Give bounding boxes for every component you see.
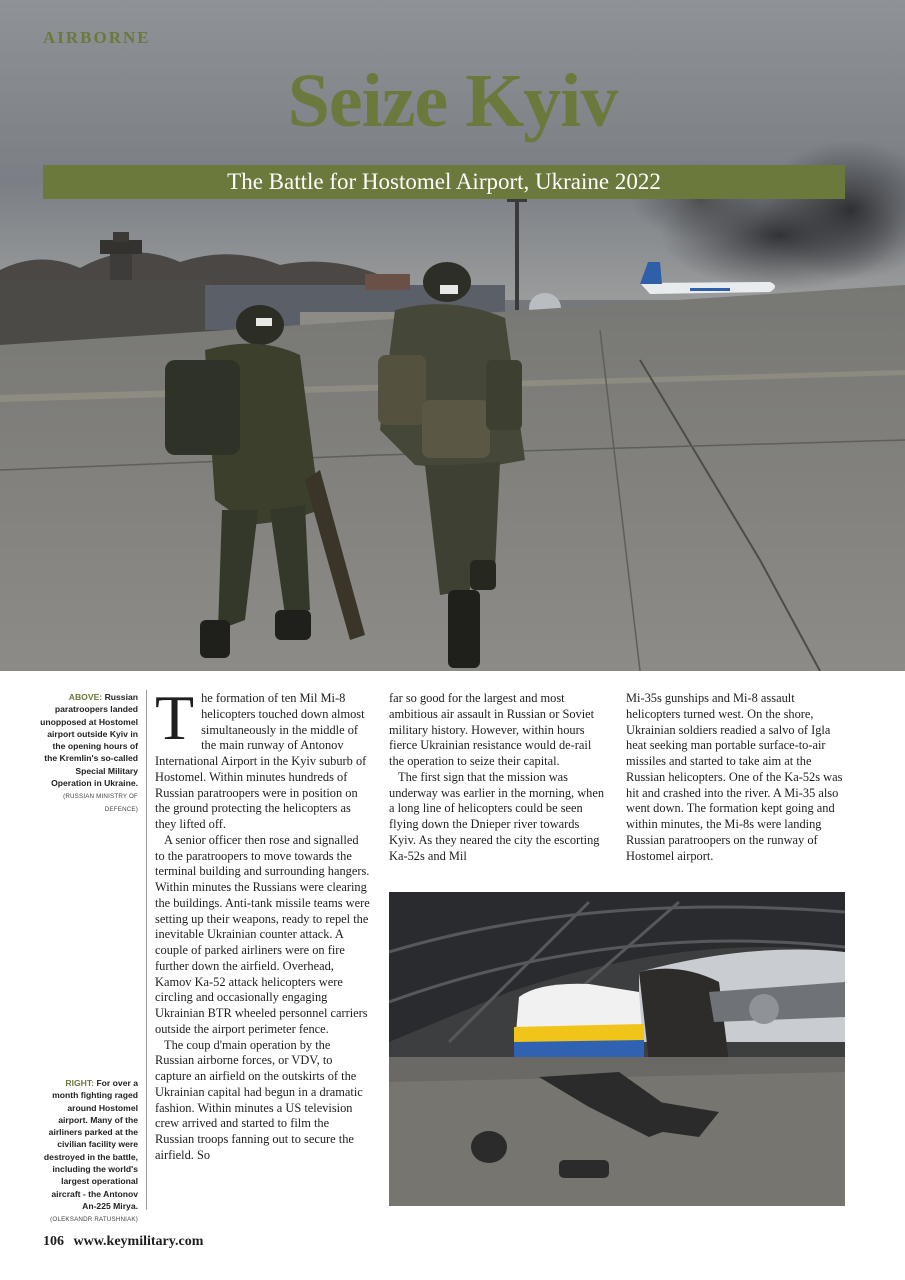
article-column-1: [155, 682, 371, 1164]
article-paragraph-2: A senior officer then rose and signalled to the paratroopers to move towards the terminal building and surrounding hangers. Within minutes the Russians were clearing the buildings. Anti-tank missile teams were setting up their weapons, ready to repel the inevitable Ukrainian counter attack. A couple of parked airliners were on fire further down the airfield. Overhead, Kamov Ka-52 attack helicopters were circling and occasionally engaging Ukrainian BTR wheeled personnel carriers outside the airport perimeter fence.: [155, 832, 370, 1036]
hangar-photo: [389, 892, 845, 1206]
caption-right-credit: (OLEKSANDR RATUSHNIAK): [50, 1216, 138, 1224]
drop-cap: T: [155, 682, 195, 753]
page-footer: [43, 1234, 203, 1250]
caption-above-credit: (RUSSIAN MINISTRY OF DEFENCE): [63, 793, 138, 813]
article-paragraph-1: he formation of ten Mil Mi-8 helicopters touched down almost simultaneously in the middle of the main runway of Antonov International Airport in the Kyiv suburb of Hostomel. Within minutes hundreds of Russian paratroopers were in position on the ground protecting the helicopters as they lifted off.: [155, 691, 367, 831]
article-column-2: [389, 691, 605, 864]
caption-right-text: For over a month fighting raged around Hostomel airport. Many of the airliners parked at the civilian facility were destroyed in the battle, including the world's largest operational aircraft - the Antonov An-225 Mirya.: [43, 1078, 138, 1211]
article-paragraph-5: The first sign that the mission was underway was earlier in the morning, when a long line of helicopters could be seen flying down the Dnieper river towards Kyiv. As they neared the city the escorting Ka-52s and Mil: [389, 769, 605, 863]
caption-above-text: Russian paratroopers landed unopposed at Hostomel airport outside Kyiv in the opening hours of the Kremlin's so-called Special Military Operation in Ukraine.: [40, 692, 138, 789]
page-number: 106: [43, 1234, 64, 1249]
caption-above-lead: ABOVE:: [68, 692, 103, 702]
caption-divider: [146, 690, 147, 1210]
page-title: Seize Kyiv: [287, 59, 618, 143]
subtitle-text: The Battle for Hostomel Airport, Ukraine 2022: [227, 169, 661, 194]
subtitle-banner: [43, 165, 845, 199]
caption-right: [40, 1077, 138, 1227]
footer-website: www.keymilitary.com: [73, 1234, 204, 1249]
article-column-3: [626, 691, 845, 864]
hangar-photo-illustration: [389, 892, 845, 1206]
caption-above: [40, 691, 138, 816]
article-paragraph-4: far so good for the largest and most ambitious air assault in Russian or Soviet military history. However, within hours fierce Ukrainian resistance would de-rail the operation to seize their capital.: [389, 691, 595, 768]
article-paragraph-6: Mi-35s gunships and Mi-8 assault helicopters turned west. On the shore, Ukrainian soldiers readied a salvo of Igla heat seeking man portable surface-to-air missiles and started to take aim at the Russian helicopters. One of the Ka-52s was hit and crashed into the river. A Mi-35 also went down. The formation kept going and within minutes, the Mi-8s were landing Russian paratroopers on the runway of Hostomel airport.: [626, 691, 843, 863]
caption-right-lead: RIGHT:: [65, 1078, 95, 1088]
section-label: AIRBORNE: [43, 28, 151, 47]
article-paragraph-3: The coup d'main operation by the Russian airborne forces, or VDV, to capture an airfield on the outskirts of the Ukrainian capital had begun in a dramatic fashion. Within minutes a US television crew arrived and started to film the Russian troops fanning out to secure the airfield. So: [155, 1037, 363, 1162]
